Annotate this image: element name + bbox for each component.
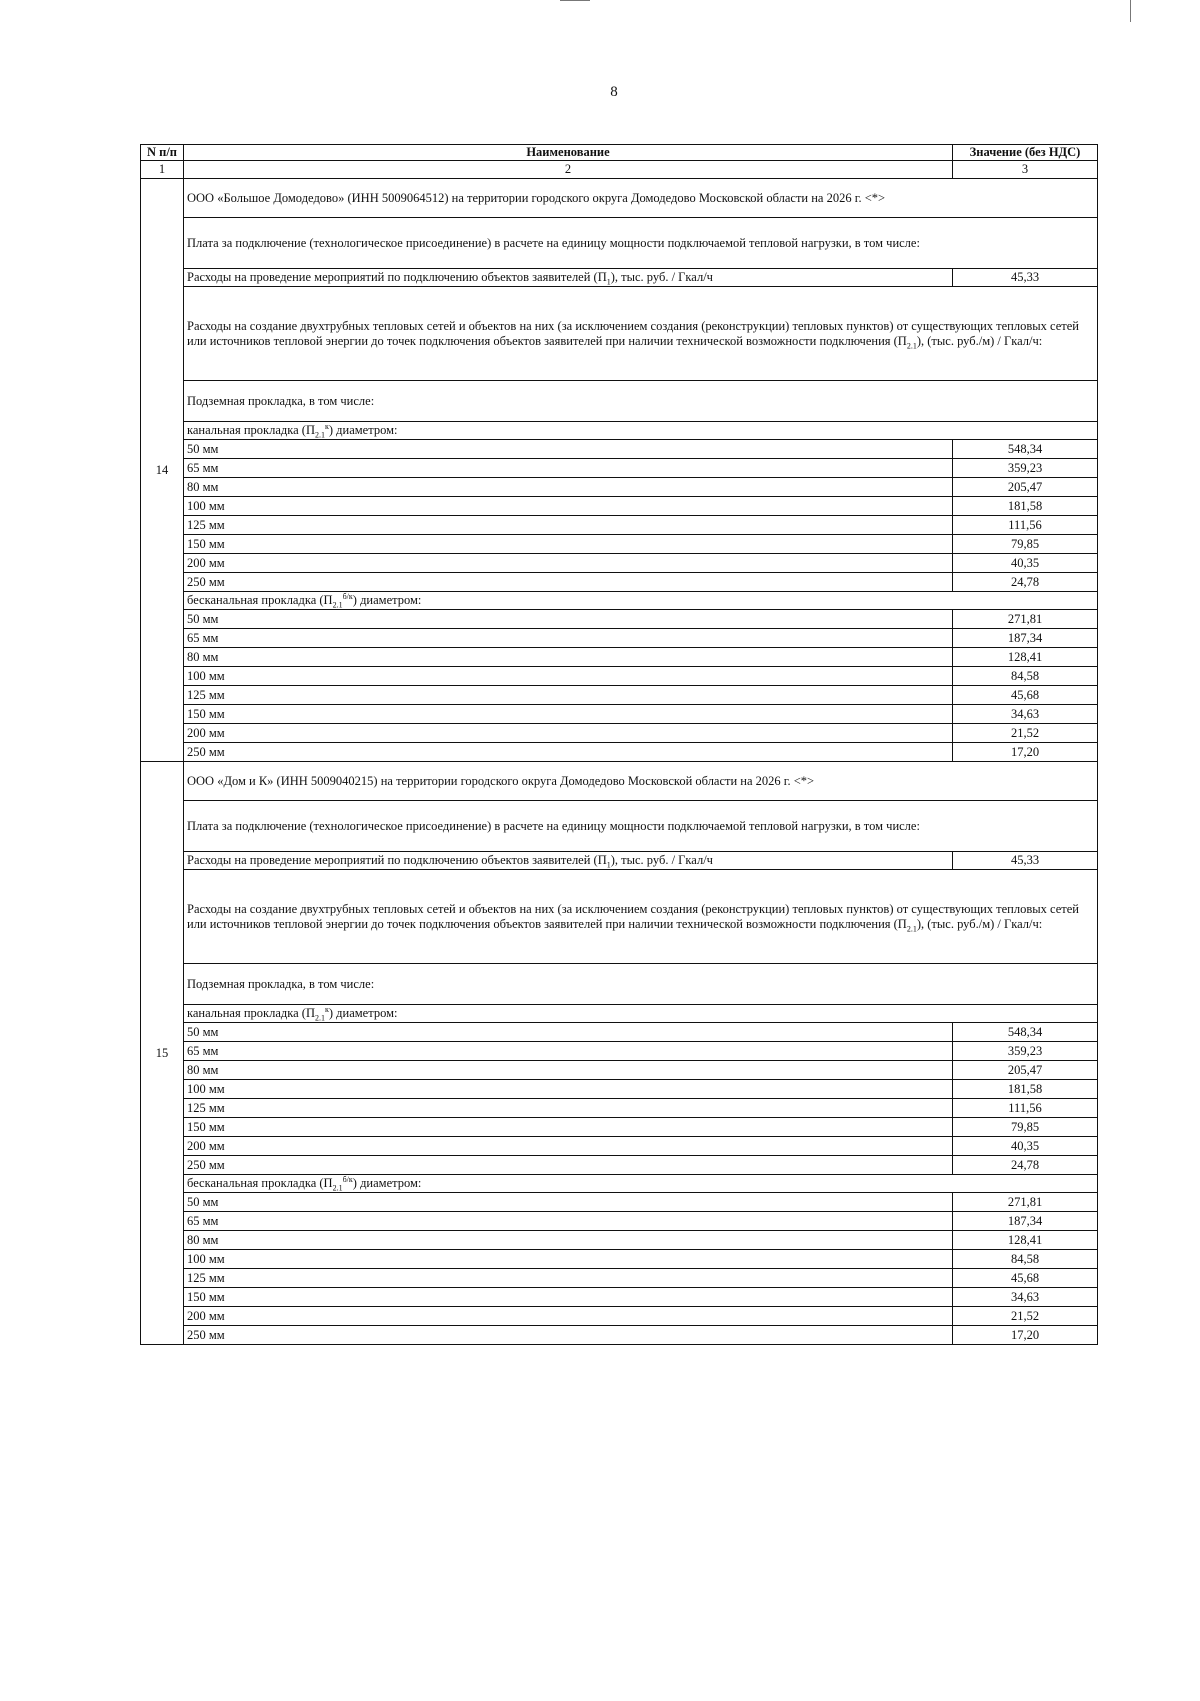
channelless-row	[141, 743, 1098, 762]
value-cell	[953, 1250, 1098, 1269]
diameter-cell	[184, 1307, 953, 1326]
diameter-cell	[184, 648, 953, 667]
diameter-label: 100 мм	[187, 1081, 225, 1096]
diameter-cell	[184, 516, 953, 535]
diameter-cell	[184, 573, 953, 592]
value-cell	[953, 667, 1098, 686]
channelless-label: бесканальная прокладка (П	[187, 593, 333, 607]
page-number: 8	[610, 84, 618, 100]
value: 181,58	[1007, 498, 1043, 513]
underground-row	[141, 381, 1098, 422]
p21-suffix: ), (тыс. руб./м) / Гкал/ч:	[916, 333, 1043, 348]
value: 205,47	[1007, 1062, 1043, 1077]
diameter-label: 80 мм	[187, 1062, 219, 1077]
section-number-cell	[141, 762, 184, 1345]
value: 84,58	[1010, 1251, 1040, 1266]
channelless-row	[141, 1212, 1098, 1231]
diameter-label: 100 мм	[187, 498, 225, 513]
diameter-cell	[184, 1212, 953, 1231]
value-cell	[953, 554, 1098, 573]
p1-value: 45,33	[1010, 270, 1040, 284]
channel-suffix: ) диаметром:	[328, 1006, 398, 1020]
org-name-cell	[184, 762, 1098, 801]
value: 205,47	[1007, 479, 1043, 494]
diameter-cell	[184, 440, 953, 459]
channel-row	[141, 554, 1098, 573]
channelless-row	[141, 629, 1098, 648]
value: 21,52	[1010, 725, 1040, 740]
channel-row	[141, 1118, 1098, 1137]
channelless-header-row	[141, 1175, 1098, 1193]
channel-row	[141, 1099, 1098, 1118]
channel-subscript: 2.1	[315, 430, 325, 440]
value: 21,52	[1010, 1308, 1040, 1323]
diameter-label: 250 мм	[187, 1327, 225, 1342]
value: 79,85	[1010, 536, 1040, 551]
org-name: ООО «Дом и К» (ИНН 5009040215) на территории городского округа Домодедово Московской области на 2026 г. <*>	[187, 773, 815, 788]
value: 24,78	[1010, 574, 1040, 589]
channel-label: канальная прокладка (П	[187, 423, 315, 437]
diameter-label: 150 мм	[187, 1119, 225, 1134]
diameter-cell	[184, 629, 953, 648]
channelless-header-cell	[184, 1175, 1098, 1193]
column-number-row	[141, 161, 1098, 179]
diameter-label: 200 мм	[187, 555, 225, 570]
value-cell	[953, 610, 1098, 629]
column-number: 3	[953, 161, 1098, 179]
channelless-row	[141, 1250, 1098, 1269]
channelless-suffix: ) диаметром:	[352, 593, 422, 607]
p1-suffix: ), тыс. руб. / Гкал/ч	[610, 270, 713, 284]
value-cell	[953, 478, 1098, 497]
channel-row	[141, 459, 1098, 478]
value-cell	[953, 1099, 1098, 1118]
diameter-label: 50 мм	[187, 1194, 219, 1209]
diameter-label: 150 мм	[187, 536, 225, 551]
org-name: ООО «Большое Домодедово» (ИНН 5009064512) на территории городского округа Домодедово Московской области на 2026 г. <*>	[187, 190, 886, 205]
underground-label: Подземная прокладка, в том числе:	[187, 393, 375, 408]
p1-label-cell	[184, 269, 953, 287]
diameter-label: 65 мм	[187, 1043, 219, 1058]
diameter-label: 50 мм	[187, 441, 219, 456]
value: 111,56	[1008, 517, 1042, 532]
value-cell	[953, 497, 1098, 516]
value: 45,68	[1010, 687, 1040, 702]
diameter-label: 80 мм	[187, 1232, 219, 1247]
value: 548,34	[1007, 441, 1043, 456]
channel-row	[141, 1137, 1098, 1156]
diameter-cell	[184, 1288, 953, 1307]
p1-subscript: 1	[606, 277, 611, 287]
p21-subscript: 2.1	[906, 341, 917, 350]
underground-row	[141, 964, 1098, 1005]
channel-row	[141, 1080, 1098, 1099]
value: 34,63	[1010, 1289, 1040, 1304]
channel-row	[141, 440, 1098, 459]
column-number: 2	[184, 161, 953, 179]
channelless-suffix: ) диаметром:	[352, 1176, 422, 1190]
channel-superscript: к	[325, 421, 329, 431]
diameter-cell	[184, 667, 953, 686]
value: 271,81	[1007, 1194, 1043, 1209]
diameter-cell	[184, 1250, 953, 1269]
diameter-cell	[184, 535, 953, 554]
fee-note-row	[141, 218, 1098, 269]
diameter-label: 125 мм	[187, 1100, 225, 1115]
channel-row	[141, 1061, 1098, 1080]
diameter-label: 150 мм	[187, 1289, 225, 1304]
channelless-row	[141, 648, 1098, 667]
diameter-cell	[184, 610, 953, 629]
value-cell	[953, 1193, 1098, 1212]
value: 24,78	[1010, 1157, 1040, 1172]
value-cell	[953, 1288, 1098, 1307]
p21-text: Расходы на создание двухтрубных тепловых сетей и объектов на них (за исключением создания (реконструкции) тепловых пунктов) от существующих тепловых сетей или источников тепловой энергии до точек подключения объектов заявителей при наличии технической возможности подключения (П	[187, 901, 1079, 931]
value-cell	[953, 705, 1098, 724]
diameter-label: 65 мм	[187, 630, 219, 645]
value-cell	[953, 1156, 1098, 1175]
column-header: N п/п	[141, 145, 184, 161]
column-header: Наименование	[184, 145, 953, 161]
diameter-label: 50 мм	[187, 611, 219, 626]
scan-edge-line	[1130, 0, 1131, 22]
diameter-cell	[184, 1231, 953, 1250]
org-name-cell	[184, 179, 1098, 218]
value: 40,35	[1010, 555, 1040, 570]
diameter-cell	[184, 1156, 953, 1175]
channelless-row	[141, 1288, 1098, 1307]
p1-subscript: 1	[606, 860, 611, 870]
value-cell	[953, 573, 1098, 592]
channelless-row	[141, 705, 1098, 724]
section-number-cell	[141, 179, 184, 762]
value-cell	[953, 629, 1098, 648]
channelless-subscript: 2.1	[332, 1183, 343, 1193]
p1-label-cell	[184, 852, 953, 870]
value: 111,56	[1008, 1100, 1042, 1115]
value-cell	[953, 516, 1098, 535]
section-title-row	[141, 179, 1098, 218]
diameter-label: 200 мм	[187, 725, 225, 740]
p1-value: 45,33	[1010, 853, 1040, 867]
channel-row	[141, 516, 1098, 535]
fee-note-cell	[184, 218, 1098, 269]
diameter-label: 80 мм	[187, 649, 219, 664]
value: 187,34	[1007, 1213, 1043, 1228]
value-cell	[953, 1231, 1098, 1250]
value-cell	[953, 1042, 1098, 1061]
channelless-subscript: 2.1	[332, 600, 343, 610]
value: 128,41	[1007, 649, 1043, 664]
p1-value-cell	[953, 269, 1098, 287]
channel-row	[141, 535, 1098, 554]
channel-row	[141, 1042, 1098, 1061]
diameter-label: 200 мм	[187, 1308, 225, 1323]
p21-subscript: 2.1	[906, 924, 917, 933]
channelless-row	[141, 667, 1098, 686]
value: 17,20	[1010, 744, 1040, 759]
diameter-cell	[184, 743, 953, 762]
channel-row	[141, 478, 1098, 497]
fee-note: Плата за подключение (технологическое присоединение) в расчете на единицу мощности подключаемой тепловой нагрузки, в том числе:	[187, 235, 920, 250]
diameter-label: 125 мм	[187, 1270, 225, 1285]
diameter-label: 125 мм	[187, 687, 225, 702]
channelless-header-cell	[184, 592, 1098, 610]
value: 359,23	[1007, 460, 1043, 475]
diameter-label: 250 мм	[187, 1157, 225, 1172]
channelless-row	[141, 1326, 1098, 1345]
diameter-label: 65 мм	[187, 460, 219, 475]
channelless-row	[141, 1231, 1098, 1250]
p1-row	[141, 269, 1098, 287]
value: 79,85	[1010, 1119, 1040, 1134]
value: 359,23	[1007, 1043, 1043, 1058]
diameter-cell	[184, 1137, 953, 1156]
channel-label: канальная прокладка (П	[187, 1006, 315, 1020]
diameter-cell	[184, 724, 953, 743]
value: 45,68	[1010, 1270, 1040, 1285]
value-cell	[953, 1269, 1098, 1288]
fee-note: Плата за подключение (технологическое присоединение) в расчете на единицу мощности подключаемой тепловой нагрузки, в том числе:	[187, 818, 920, 833]
diameter-cell	[184, 1099, 953, 1118]
value-cell	[953, 1307, 1098, 1326]
value: 548,34	[1007, 1024, 1043, 1039]
value-cell	[953, 1061, 1098, 1080]
channel-row	[141, 1156, 1098, 1175]
p1-suffix: ), тыс. руб. / Гкал/ч	[610, 853, 713, 867]
value-cell	[953, 440, 1098, 459]
value-cell	[953, 1023, 1098, 1042]
p21-text: Расходы на создание двухтрубных тепловых сетей и объектов на них (за исключением создания (реконструкции) тепловых пунктов) от существующих тепловых сетей или источников тепловой энергии до точек подключения объектов заявителей при наличии технической возможности подключения (П	[187, 318, 1079, 348]
channel-header-row	[141, 1005, 1098, 1023]
section-number: 15	[155, 1045, 169, 1060]
diameter-label: 65 мм	[187, 1213, 219, 1228]
channelless-header-row	[141, 592, 1098, 610]
diameter-cell	[184, 686, 953, 705]
value: 128,41	[1007, 1232, 1043, 1247]
diameter-cell	[184, 1061, 953, 1080]
channel-subscript: 2.1	[315, 1013, 325, 1023]
diameter-label: 50 мм	[187, 1024, 219, 1039]
diameter-cell	[184, 1042, 953, 1061]
section-title-row	[141, 762, 1098, 801]
p21-cell	[184, 287, 1098, 381]
table-body	[141, 179, 1098, 1345]
channel-header-row	[141, 422, 1098, 440]
diameter-label: 100 мм	[187, 1251, 225, 1266]
diameter-cell	[184, 554, 953, 573]
channel-header-cell	[184, 422, 1098, 440]
value: 40,35	[1010, 1138, 1040, 1153]
channel-row	[141, 573, 1098, 592]
channelless-superscript: б/к	[342, 591, 353, 601]
diameter-label: 250 мм	[187, 574, 225, 589]
value-cell	[953, 743, 1098, 762]
channel-suffix: ) диаметром:	[328, 423, 398, 437]
diameter-cell	[184, 1326, 953, 1345]
header-row	[141, 145, 1098, 161]
value: 17,20	[1010, 1327, 1040, 1342]
value: 34,63	[1010, 706, 1040, 721]
channelless-row	[141, 686, 1098, 705]
value-cell	[953, 724, 1098, 743]
p1-label: Расходы на проведение мероприятий по подключению объектов заявителей (П	[187, 270, 607, 284]
diameter-cell	[184, 1118, 953, 1137]
diameter-cell	[184, 1080, 953, 1099]
p21-row	[141, 870, 1098, 964]
value-cell	[953, 1080, 1098, 1099]
diameter-cell	[184, 497, 953, 516]
value-cell	[953, 648, 1098, 667]
diameter-label: 100 мм	[187, 668, 225, 683]
value-cell	[953, 459, 1098, 478]
diameter-label: 250 мм	[187, 744, 225, 759]
p1-label: Расходы на проведение мероприятий по подключению объектов заявителей (П	[187, 853, 607, 867]
channelless-row	[141, 1193, 1098, 1212]
value-cell	[953, 1326, 1098, 1345]
channel-superscript: к	[325, 1004, 329, 1014]
underground-cell	[184, 964, 1098, 1005]
diameter-label: 80 мм	[187, 479, 219, 494]
underground-label: Подземная прокладка, в том числе:	[187, 976, 375, 991]
value-cell	[953, 1118, 1098, 1137]
channel-header-cell	[184, 1005, 1098, 1023]
column-number: 1	[141, 161, 184, 179]
value: 271,81	[1007, 611, 1043, 626]
scan-edge-line	[560, 0, 590, 1]
p21-row	[141, 287, 1098, 381]
diameter-cell	[184, 478, 953, 497]
channelless-row	[141, 724, 1098, 743]
column-header: Значение (без НДС)	[953, 145, 1098, 161]
value: 84,58	[1010, 668, 1040, 683]
channelless-label: бесканальная прокладка (П	[187, 1176, 333, 1190]
tariff-table	[140, 144, 1098, 1345]
fee-note-cell	[184, 801, 1098, 852]
section-number: 14	[155, 462, 169, 477]
p1-row	[141, 852, 1098, 870]
channelless-row	[141, 1269, 1098, 1288]
fee-note-row	[141, 801, 1098, 852]
diameter-label: 150 мм	[187, 706, 225, 721]
channel-row	[141, 497, 1098, 516]
diameter-label: 125 мм	[187, 517, 225, 532]
diameter-cell	[184, 1269, 953, 1288]
channelless-row	[141, 1307, 1098, 1326]
p21-cell	[184, 870, 1098, 964]
p21-suffix: ), (тыс. руб./м) / Гкал/ч:	[916, 916, 1043, 931]
value: 181,58	[1007, 1081, 1043, 1096]
value-cell	[953, 1137, 1098, 1156]
value-cell	[953, 1212, 1098, 1231]
diameter-cell	[184, 459, 953, 478]
diameter-cell	[184, 705, 953, 724]
diameter-cell	[184, 1023, 953, 1042]
value-cell	[953, 686, 1098, 705]
channel-row	[141, 1023, 1098, 1042]
channelless-row	[141, 610, 1098, 629]
value: 187,34	[1007, 630, 1043, 645]
diameter-label: 200 мм	[187, 1138, 225, 1153]
p1-value-cell	[953, 852, 1098, 870]
diameter-cell	[184, 1193, 953, 1212]
channelless-superscript: б/к	[342, 1174, 353, 1184]
underground-cell	[184, 381, 1098, 422]
value-cell	[953, 535, 1098, 554]
